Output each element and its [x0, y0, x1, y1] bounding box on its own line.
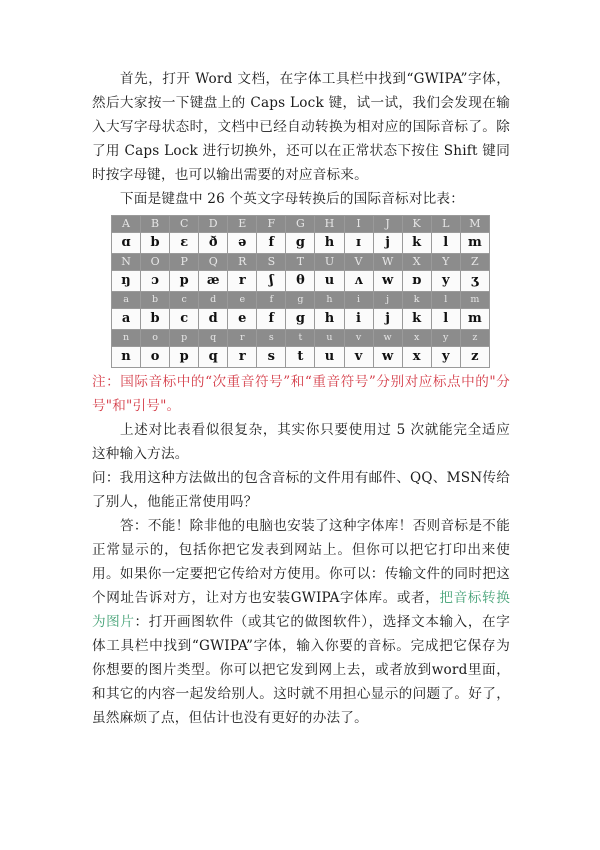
ipa-symbol-cell: g — [286, 233, 315, 254]
ipa-symbol-cell: b — [141, 309, 170, 330]
ipa-symbol-cell: w — [373, 347, 402, 368]
key-letter-cell: h — [315, 292, 344, 309]
ipa-symbol-cell: t — [286, 347, 315, 368]
answer-text-part1: 答：不能！除非他的电脑也安装了这种字体库！否则音标是不能正常显示的，包括你把它发表到网站上。但你可以把它打印出来使用。如果你一定要把它传给对方使用。你可以：传输文件的同时把这个网址告诉对方，让对方也安装GWIPA字体库。或者， — [92, 518, 510, 606]
ipa-symbol-cell: s — [257, 347, 286, 368]
ipa-symbol-cell: j — [373, 309, 402, 330]
ipa-symbol-cell: ð — [199, 233, 228, 254]
key-letter-cell: e — [228, 292, 257, 309]
key-letter-cell: m — [460, 292, 489, 309]
intro-paragraph: 首先，打开 Word 文档，在字体工具栏中找到“GWIPA”字体，然后大家按一下键盘上的 Caps Lock 键，试一试，我们会发现在输入大写字母状态时，文档中已经自动转换为相对应的国际音标了。除了用 Caps Lock 进行切换外，还可以在正常状态下按住 Shift 键同时按字母键，也可以输出需要的对应音标来。 — [92, 71, 510, 183]
key-letter-cell: N — [112, 254, 141, 271]
ipa-symbol-row — [112, 309, 490, 330]
answer-paragraph — [92, 514, 510, 730]
key-letter-cell: W — [373, 254, 402, 271]
key-letter-cell: P — [170, 254, 199, 271]
ipa-symbol-cell: n — [112, 347, 141, 368]
key-letter-cell: Q — [199, 254, 228, 271]
ipa-symbol-cell: θ — [286, 271, 315, 292]
ipa-symbol-cell: k — [402, 309, 431, 330]
key-letter-cell: w — [373, 330, 402, 347]
ipa-symbol-cell: v — [344, 347, 373, 368]
ipa-symbol-cell: ʒ — [460, 271, 489, 292]
ipa-symbol-row — [112, 233, 490, 254]
ipa-symbol-cell: ʌ — [344, 271, 373, 292]
ipa-symbol-cell: b — [141, 233, 170, 254]
ipa-symbol-cell: r — [228, 347, 257, 368]
ipa-symbol-cell: k — [402, 233, 431, 254]
convert-to-image-link[interactable]: 把音标转换为图片 — [92, 590, 510, 630]
ipa-symbol-cell: u — [315, 347, 344, 368]
comment-paragraph: 上述对比表看似很复杂，其实你只要使用过 5 次就能完全适应这种输入方法。 — [92, 422, 510, 462]
key-letter-cell: L — [431, 216, 460, 233]
keyboard-key-row — [112, 216, 490, 233]
question-paragraph: 问：我用这种方法做出的包含音标的文件用有邮件、QQ、MSN传给了别人，他能正常使用吗？ — [92, 470, 510, 510]
ipa-comparison-table-wrapper — [111, 215, 490, 368]
key-letter-cell: J — [373, 216, 402, 233]
key-letter-cell: n — [112, 330, 141, 347]
key-letter-cell: f — [257, 292, 286, 309]
ipa-symbol-cell: ε — [170, 233, 199, 254]
ipa-symbol-cell: c — [170, 309, 199, 330]
key-letter-cell: F — [257, 216, 286, 233]
ipa-symbol-cell: l — [431, 233, 460, 254]
ipa-symbol-cell: g — [286, 309, 315, 330]
ipa-symbol-cell: j — [373, 233, 402, 254]
key-letter-cell: b — [141, 292, 170, 309]
ipa-symbol-cell: ʃ — [257, 271, 286, 292]
ipa-symbol-cell: ɒ — [402, 271, 431, 292]
ipa-symbol-cell: h — [315, 309, 344, 330]
ipa-symbol-cell: r — [228, 271, 257, 292]
key-letter-cell: g — [286, 292, 315, 309]
ipa-symbol-cell: l — [431, 309, 460, 330]
ipa-symbol-cell: i — [344, 309, 373, 330]
ipa-symbol-cell: q — [199, 347, 228, 368]
ipa-symbol-cell: ɪ — [344, 233, 373, 254]
key-letter-cell: U — [315, 254, 344, 271]
key-letter-cell: u — [315, 330, 344, 347]
ipa-symbol-cell: z — [460, 347, 489, 368]
ipa-symbol-cell: h — [315, 233, 344, 254]
ipa-symbol-cell: m — [460, 233, 489, 254]
ipa-symbol-cell: y — [431, 271, 460, 292]
answer-text-part2: ：打开画图软件（或其它的做图软件），选择文本输入，在字体工具栏中找到“GWIPA”字体，输入你要的音标。完成把它保存为你想要的图片类型。你可以把它发到网上去，或者放到word里面，和其它的内容一起发给别人。这时就不用担心显示的问题了。好了，虽然麻烦了点，但估计也没有更好的办法了。 — [92, 614, 510, 726]
key-letter-cell: o — [141, 330, 170, 347]
key-letter-cell: S — [257, 254, 286, 271]
ipa-symbol-cell: ə — [228, 233, 257, 254]
key-letter-cell: r — [228, 330, 257, 347]
key-letter-cell: B — [141, 216, 170, 233]
table-caption: 下面是键盘中 26 个英文字母转换后的国际音标对比表： — [120, 191, 464, 207]
key-letter-cell: X — [402, 254, 431, 271]
ipa-symbol-cell: p — [170, 347, 199, 368]
key-letter-cell: C — [170, 216, 199, 233]
key-letter-cell: H — [315, 216, 344, 233]
key-letter-cell: p — [170, 330, 199, 347]
key-letter-cell: D — [199, 216, 228, 233]
key-letter-cell: Y — [431, 254, 460, 271]
keyboard-key-row — [112, 330, 490, 347]
ipa-symbol-cell: d — [199, 309, 228, 330]
key-letter-cell: G — [286, 216, 315, 233]
ipa-symbol-cell: ɑ — [112, 233, 141, 254]
key-letter-cell: I — [344, 216, 373, 233]
ipa-symbol-cell: m — [460, 309, 489, 330]
ipa-symbol-cell: o — [141, 347, 170, 368]
ipa-symbol-cell: f — [257, 233, 286, 254]
ipa-symbol-cell: w — [373, 271, 402, 292]
key-letter-cell: j — [373, 292, 402, 309]
key-letter-cell: K — [402, 216, 431, 233]
key-letter-cell: R — [228, 254, 257, 271]
key-letter-cell: E — [228, 216, 257, 233]
key-letter-cell: k — [402, 292, 431, 309]
key-letter-cell: M — [460, 216, 489, 233]
key-letter-cell: d — [199, 292, 228, 309]
ipa-symbol-row — [112, 347, 490, 368]
key-letter-cell: s — [257, 330, 286, 347]
ipa-symbol-cell: f — [257, 309, 286, 330]
keyboard-key-row — [112, 254, 490, 271]
ipa-symbol-cell: e — [228, 309, 257, 330]
key-letter-cell: T — [286, 254, 315, 271]
ipa-symbol-cell: u — [315, 271, 344, 292]
ipa-symbol-cell: p — [170, 271, 199, 292]
key-letter-cell: a — [112, 292, 141, 309]
document-page — [92, 67, 510, 730]
ipa-symbol-cell: y — [431, 347, 460, 368]
key-letter-cell: l — [431, 292, 460, 309]
key-letter-cell: y — [431, 330, 460, 347]
ipa-symbol-cell: ɔ — [141, 271, 170, 292]
key-letter-cell: v — [344, 330, 373, 347]
key-letter-cell: t — [286, 330, 315, 347]
ipa-symbol-cell: æ — [199, 271, 228, 292]
key-letter-cell: A — [112, 216, 141, 233]
keyboard-key-row — [112, 292, 490, 309]
ipa-symbol-cell: ŋ — [112, 271, 141, 292]
key-letter-cell: z — [460, 330, 489, 347]
key-letter-cell: x — [402, 330, 431, 347]
note-text: 注：国际音标中的“次重音符号”和“重音符号”分别对应标点中的"分号"和"引号"。 — [92, 374, 510, 414]
key-letter-cell: V — [344, 254, 373, 271]
key-letter-cell: Z — [460, 254, 489, 271]
key-letter-cell: i — [344, 292, 373, 309]
key-letter-cell: c — [170, 292, 199, 309]
ipa-comparison-table — [111, 215, 490, 368]
ipa-symbol-row — [112, 271, 490, 292]
ipa-symbol-cell: a — [112, 309, 141, 330]
key-letter-cell: q — [199, 330, 228, 347]
key-letter-cell: O — [141, 254, 170, 271]
ipa-symbol-cell: x — [402, 347, 431, 368]
